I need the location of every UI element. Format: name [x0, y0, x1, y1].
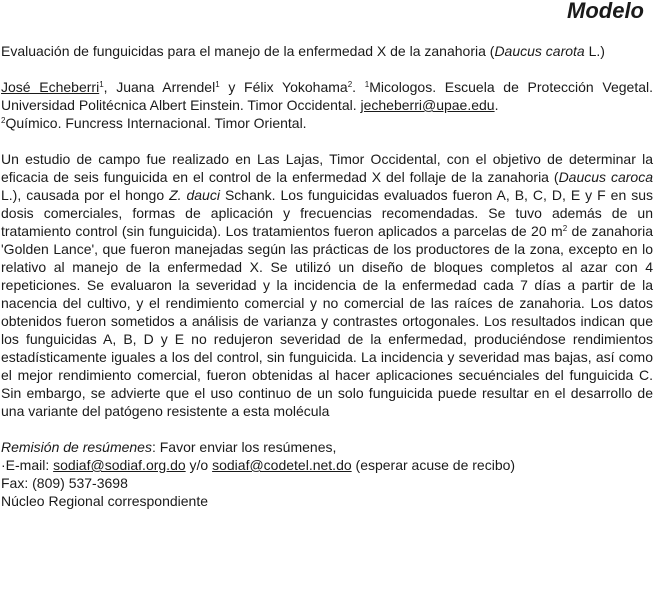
- affiliation2-mark: 2: [1, 116, 6, 125]
- title-suffix: L.): [584, 43, 605, 59]
- submission-info: [1, 438, 653, 510]
- author1-affiliation-mark: 1: [99, 80, 104, 89]
- author-separator-3: .: [352, 79, 365, 95]
- author2-affiliation-mark: 1: [215, 80, 220, 89]
- email-prefix: ·E-mail:: [1, 457, 54, 473]
- abstract-part2: L.), causada por el hongo: [1, 187, 170, 203]
- abstract-part1: Un estudio de campo fue realizado en Las Lajas, Timor Occidental, con el objetivo de determinar la eficacia de seis funguicida en el control de la enfermedad X del follaje de la zanahoria (: [1, 151, 653, 185]
- title-prefix: Evaluación de funguicidas para el manejo de la enfermedad X de la zanahoria (: [1, 43, 495, 59]
- abstract-part3: Schank. Los funguicidas evaluados fueron A, B, C, D, E y F en sus dosis comerciales, formas de aplicación y frecuencias recomendadas. Se tuvo además de un tratamiento control (sin funguicida). Los tratamientos fueron aplicados a parcelas de 20 m: [1, 187, 653, 239]
- document-body: [1, 42, 653, 510]
- email-line: [1, 456, 653, 474]
- regional-line: Núcleo Regional correspondiente: [1, 493, 209, 509]
- email-link-1[interactable]: sodiaf@sodiaf.org.do: [53, 457, 186, 473]
- abstract-pathogen: Z. dauci: [169, 187, 220, 203]
- submission-line: [1, 438, 653, 456]
- affiliation1-text: Micologos. Escuela de Protección Vegetal. Universidad Politécnica Albert Einstein. Timor Occidental.: [1, 79, 653, 113]
- area-unit-superscript: 2: [562, 224, 568, 233]
- paper-title: [1, 42, 653, 60]
- email-suffix: (esperar acuse de recibo): [351, 457, 516, 473]
- abstract-paragraph: [1, 150, 653, 420]
- author-separator-2: y Félix Yokohama: [219, 79, 348, 95]
- title-species: Daucus carota: [494, 43, 585, 59]
- author-block: [1, 78, 653, 132]
- affiliation2-text: Químico. Funcress Internacional. Timor Oriental.: [5, 115, 307, 131]
- author-email-link[interactable]: jecheberri@upae.edu: [360, 97, 495, 113]
- author3-affiliation-mark: 2: [347, 80, 353, 89]
- affiliation1-mark: 1: [364, 80, 370, 89]
- affiliation1-end: .: [494, 97, 499, 113]
- abstract-part4: de zanahoria 'Golden Lance', que fueron manejadas según las prácticas de los productores de la zona, excepto en lo relativo al manejo de la enfermedad X. Se utilizó un diseño de bloques completos al azar con 4 repeticiones. Se evaluaron la severidad y la incidencia de la enfermedad cada 7 días a partir de la nacencia del cultivo, y el rendimiento comercial y no comercial de las raíces de zanahoria. Los datos obtenidos fueron sometidos a análisis de varianza y contrastes ortogonales. Los resultados indican que los funguicidas A, B, D y E no redujeron severidad de la enfermedad, produciéndose rendimientos estadísticamente iguales a los del control, sin funguicida. La incidencia y severidad mas bajas, así como el mejor rendimiento comercial, fueron obtenidas al hacer aplicaciones secuénciales del funguicida C. Sin embargo, se advierte que el uso continuo de un solo funguicida puede resultar en el desarrollo de una variante del patógeno resistente a esta molécula: [1, 223, 653, 419]
- fax-line: Fax: (809) 537-3698: [1, 475, 128, 491]
- submission-label: Remisión de resúmenes: [1, 439, 152, 455]
- submission-text: : Favor enviar los resúmenes,: [151, 439, 337, 455]
- model-label: Modelo: [567, 0, 644, 23]
- author-separator-1: , Juana Arrendel: [103, 79, 216, 95]
- abstract-species: Daucus caroca: [558, 169, 653, 185]
- author-primary[interactable]: José Echeberri: [1, 79, 100, 95]
- email-joiner: y/o: [185, 457, 213, 473]
- email-link-2[interactable]: sodiaf@codetel.net.do: [212, 457, 352, 473]
